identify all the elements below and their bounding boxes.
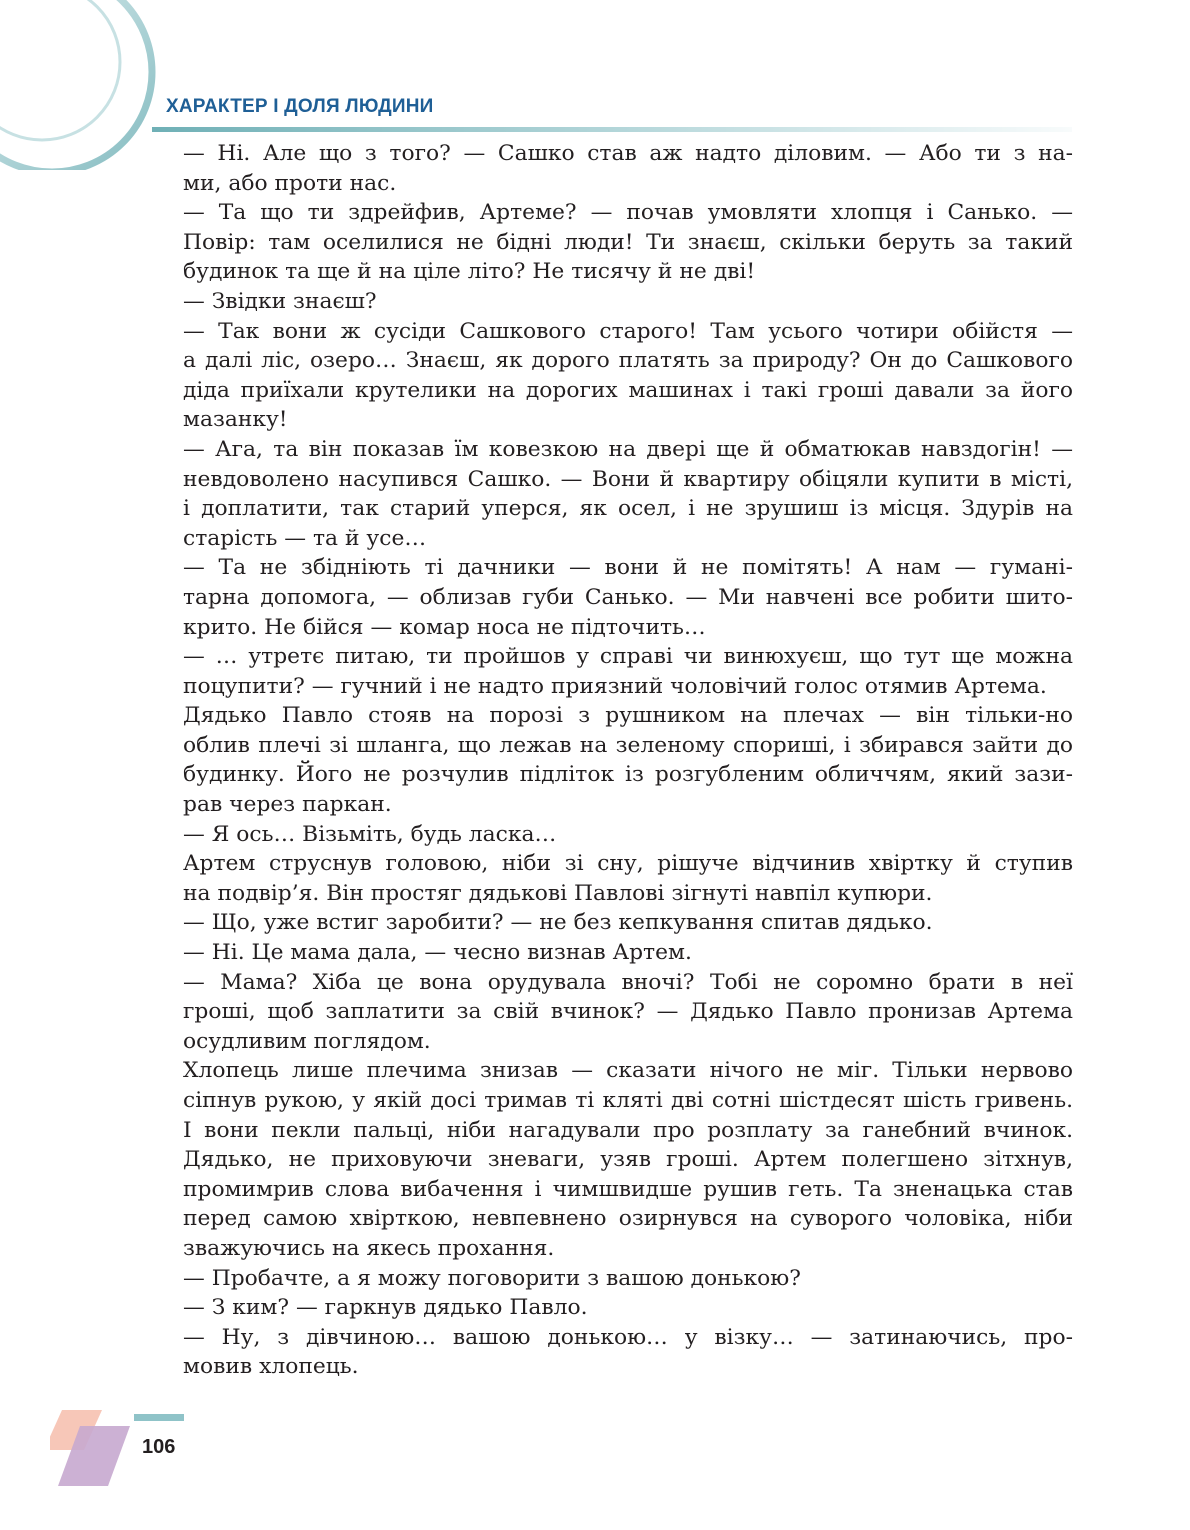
paragraph (143, 968, 1073, 1057)
paragraph (143, 435, 1073, 553)
text-line: і доплатити, так старий уперся, як осел, і не зрушиш із місця. Здурів на (183, 496, 1073, 522)
paragraph (143, 1293, 1073, 1323)
text-line: перед самою хвірткою, невпевнено озирнувся на суворого чоловіка, ніби (183, 1206, 1073, 1232)
text-line: будинку. Його не розчулив підліток із розгубленим обличчям, який зази- (183, 762, 1073, 788)
text-line: І вони пекли пальці, ніби нагадували про розплату за ганебний вчинок. (183, 1117, 1073, 1143)
text-line: — З ким? — гаркнув дядько Павло. (183, 1295, 588, 1321)
paragraph (143, 642, 1073, 701)
text-line: — Ні. Але що з того? — Сашко став аж надто діловим. — Або ти з на- (183, 141, 1073, 166)
text-line: — Мама? Хіба це вона орудувала вночі? Тобі не соромно брати в неї (183, 969, 1073, 995)
text-line: рав через паркан. (183, 792, 392, 818)
text-line: ми, або проти нас. (183, 170, 397, 196)
paragraph (143, 820, 1073, 850)
paragraph (143, 908, 1073, 938)
text-line: — Та не збідніють ті дачники — вони й не помітять! А нам — гумані- (183, 555, 1073, 581)
text-line: — Що, уже встиг заробити? — не без кепкування спитав дядько. (183, 910, 933, 936)
text-line: тарна допомога, — облизав губи Санько. — Ми навчені все робити шито- (183, 584, 1073, 610)
paragraph (143, 938, 1073, 968)
paragraph (143, 553, 1073, 642)
text-line: діда приїхали крутелики на дорогих машинах і такі гроші давали за його (183, 377, 1073, 403)
text-line: — … утретє питаю, ти пройшов у справі чи винюхуєш, що тут ще можна (183, 644, 1073, 670)
text-line: будинок та ще й на ціле літо? Не тисячу й не дві! (183, 259, 756, 285)
text-line: старість — та й усе… (183, 525, 427, 551)
text-line: промимрив слова вибачення і чимшвидше рушив геть. Та зненацька став (183, 1176, 1073, 1202)
paragraph (143, 849, 1073, 908)
section-title: ХАРАКТЕР І ДОЛЯ ЛЮДИНИ (166, 96, 434, 117)
text-line: — Ну, з дівчиною… вашою донькою… у візку… — затинаючись, про- (183, 1324, 1073, 1350)
text-line: зважуючись на якесь прохання. (183, 1235, 555, 1261)
text-line: сіпнув рукою, у якій досі тримав ті кляті дві сотні шістдесят шість гривень. (183, 1088, 1073, 1113)
page-number: 106 (142, 1436, 176, 1458)
text-line: крито. Не бійся — комар носа не підточить… (183, 614, 706, 640)
text-line: — Я ось… Візьміть, будь ласка… (183, 821, 557, 847)
text-line: Хлопець лише плечима знизав — сказати нічого не міг. Тільки нервово (183, 1058, 1073, 1084)
text-line: — Та що ти здрейфив, Артеме? — почав умовляти хлопця і Санько. — (183, 200, 1073, 226)
text-line: гроші, щоб заплатити за свій вчинок? — Дядько Павло пронизав Артема (183, 999, 1073, 1025)
text-line: мазанку! (183, 407, 288, 433)
text-line: — Пробачте, а я можу поговорити з вашою донькою? (183, 1265, 801, 1291)
paragraph (143, 1323, 1073, 1382)
text-line: на подвір’я. Він простяг дядькові Павлові зігнуті навпіл купюри. (183, 880, 933, 906)
paragraph (143, 701, 1073, 819)
paragraph (143, 287, 1073, 317)
paragraph (143, 139, 1073, 198)
text-line: — Ага, та він показав їм ковезкою на двері ще й обматюкав навздогін! — (183, 436, 1073, 462)
text-line: — Звідки знаєш? (183, 288, 377, 314)
text-line: Артем струснув головою, ніби зі сну, рішуче відчинив хвіртку й ступив (183, 851, 1073, 877)
text-line: невдоволено насупився Сашко. — Вони й квартиру обіцяли купити в місті, (183, 466, 1073, 492)
text-line: Повір: там оселилися не бідні люди! Ти знаєш, скільки беруть за такий (183, 229, 1073, 255)
text-line: поцупити? — гучний і не надто приязний чоловічий голос отямив Артема. (183, 673, 1047, 699)
paragraph (143, 1264, 1073, 1294)
text-line: — Ні. Це мама дала, — чесно визнав Артем. (183, 940, 692, 966)
text-line: осудливим поглядом. (183, 1028, 431, 1054)
text-line: а далі ліс, озеро… Знаєш, як дорого платять за природу? Он до Сашкового (183, 348, 1073, 374)
header-rule (152, 127, 1072, 132)
text-line: — Так вони ж сусіди Сашкового старого! Там усього чотири обійстя — (183, 318, 1073, 344)
text-line: облив плечі зі шланга, що лежав на зеленому спориші, і збирався зайти до (183, 732, 1073, 758)
paragraph (143, 198, 1073, 287)
text-line: Дядько Павло стояв на порозі з рушником на плечах — він тільки-но (183, 703, 1073, 729)
text-line: Дядько, не приховуючи зневаги, узяв гроші. Артем полегшено зітхнув, (183, 1147, 1073, 1173)
paragraph (143, 317, 1073, 435)
text-line: мовив хлопець. (183, 1354, 359, 1380)
paragraph (143, 1056, 1073, 1263)
body-text (143, 139, 1073, 1382)
